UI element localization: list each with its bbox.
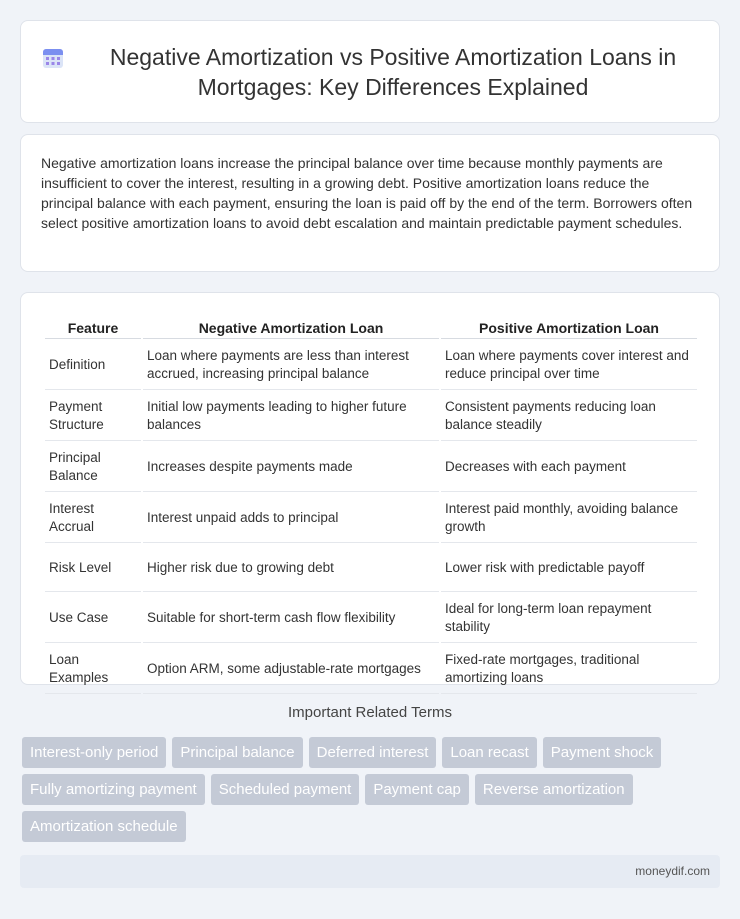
related-term-tag[interactable]: Amortization schedule bbox=[22, 811, 186, 842]
feature-cell: Payment Structure bbox=[45, 392, 141, 441]
table-row bbox=[45, 341, 697, 390]
positive-cell: Consistent payments reducing loan balance steadily bbox=[441, 392, 697, 441]
feature-cell: Definition bbox=[45, 341, 141, 390]
positive-cell: Loan where payments cover interest and reduce principal over time bbox=[441, 341, 697, 390]
intro-paragraph: Negative amortization loans increase the principal balance over time because monthly payments are insufficient to cover the interest, resulting in a growing debt. Positive amortization loans reduce the principal balance with each payment, ensuring the loan is paid off by the end of the term. Borrowers often select positive amortization loans to avoid debt escalation and maintain predictable payment schedules. bbox=[41, 155, 693, 231]
column-header-feature: Feature bbox=[45, 317, 141, 339]
feature-cell: Use Case bbox=[45, 594, 141, 643]
negative-cell: Initial low payments leading to higher future balances bbox=[143, 392, 439, 441]
related-term-tag[interactable]: Principal balance bbox=[172, 737, 302, 768]
related-term-tag[interactable]: Reverse amortization bbox=[475, 774, 633, 805]
page-title: Negative Amortization vs Positive Amortization Loans in Mortgages: Key Differences Explained bbox=[109, 43, 677, 100]
positive-cell: Fixed-rate mortgages, traditional amortizing loans bbox=[441, 645, 697, 694]
related-term-tag[interactable]: Deferred interest bbox=[309, 737, 437, 768]
related-term-tag[interactable]: Interest-only period bbox=[22, 737, 166, 768]
table-row bbox=[45, 392, 697, 441]
calendar-icon bbox=[41, 46, 65, 70]
related-term-tag[interactable]: Payment cap bbox=[365, 774, 469, 805]
footer-source[interactable]: moneydif.com bbox=[20, 855, 720, 888]
related-term-tag[interactable]: Scheduled payment bbox=[211, 774, 360, 805]
title-card bbox=[20, 20, 720, 123]
title-wrap bbox=[41, 42, 699, 102]
related-term-tag[interactable]: Payment shock bbox=[543, 737, 662, 768]
table-row bbox=[45, 645, 697, 694]
negative-cell: Increases despite payments made bbox=[143, 443, 439, 492]
negative-cell: Interest unpaid adds to principal bbox=[143, 494, 439, 543]
positive-cell: Ideal for long-term loan repayment stability bbox=[441, 594, 697, 643]
positive-cell: Interest paid monthly, avoiding balance growth bbox=[441, 494, 697, 543]
feature-cell: Interest Accrual bbox=[45, 494, 141, 543]
negative-cell: Loan where payments are less than interest accrued, increasing principal balance bbox=[143, 341, 439, 390]
negative-cell: Higher risk due to growing debt bbox=[143, 545, 439, 592]
column-header-positive: Positive Amortization Loan bbox=[441, 317, 697, 339]
feature-cell: Risk Level bbox=[45, 545, 141, 592]
comparison-table-card bbox=[20, 292, 720, 685]
table-header-row bbox=[45, 317, 697, 339]
positive-cell: Decreases with each payment bbox=[441, 443, 697, 492]
table-row bbox=[45, 594, 697, 643]
related-terms-heading: Important Related Terms bbox=[288, 704, 452, 721]
feature-cell: Loan Examples bbox=[45, 645, 141, 694]
comparison-table bbox=[43, 315, 699, 696]
related-term-tag[interactable]: Loan recast bbox=[442, 737, 536, 768]
positive-cell: Lower risk with predictable payoff bbox=[441, 545, 697, 592]
table-row bbox=[45, 545, 697, 592]
column-header-negative: Negative Amortization Loan bbox=[143, 317, 439, 339]
negative-cell: Suitable for short-term cash flow flexibility bbox=[143, 594, 439, 643]
table-row bbox=[45, 443, 697, 492]
intro-card bbox=[20, 134, 720, 272]
table-row bbox=[45, 494, 697, 543]
related-terms-list bbox=[22, 737, 722, 848]
feature-cell: Principal Balance bbox=[45, 443, 141, 492]
negative-cell: Option ARM, some adjustable-rate mortgages bbox=[143, 645, 439, 694]
related-term-tag[interactable]: Fully amortizing payment bbox=[22, 774, 205, 805]
